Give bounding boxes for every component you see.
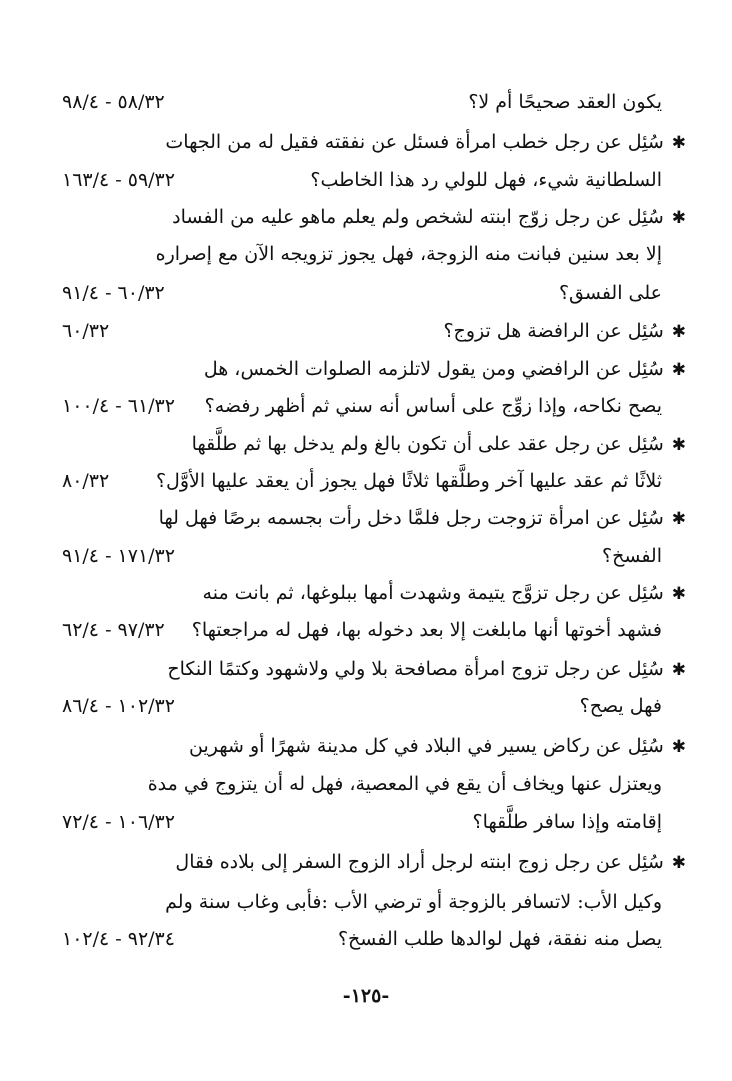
reference-citation: ٦٠/٣٢ bbox=[62, 320, 110, 342]
text-line bbox=[0, 199, 732, 235]
reference-citation: ١٠٦/٣٢ - ٧٢/٤ bbox=[62, 811, 175, 833]
text-line bbox=[0, 236, 732, 272]
text-line bbox=[0, 766, 732, 802]
text-line bbox=[0, 575, 732, 611]
reference-citation: ٥٩/٣٢ - ١٦٣/٤ bbox=[62, 169, 175, 191]
reference-citation: ٦٠/٣٢ - ٩١/٤ bbox=[62, 282, 165, 304]
line-text bbox=[155, 236, 662, 272]
text-line bbox=[0, 426, 732, 462]
bullet-star-icon: ✱ bbox=[671, 509, 686, 529]
page-number: -١٢٥- bbox=[342, 985, 390, 1007]
line-content: سُئِل عن امرأة تزوجت رجل فلمَّا دخل رأت بجسمه برصًا فهل لها bbox=[158, 507, 664, 529]
line-content: سُئِل عن الرافضة هل تزوج؟ bbox=[443, 320, 664, 342]
line-text bbox=[192, 921, 662, 957]
text-line bbox=[0, 275, 732, 311]
line-content: يكون العقد صحيحًا أم لا؟ bbox=[468, 91, 662, 113]
line-text bbox=[167, 651, 686, 688]
line-content: إقامته وإذا سافر طلَّقها؟ bbox=[472, 811, 662, 833]
text-line bbox=[0, 538, 732, 574]
text-line bbox=[0, 884, 732, 920]
line-text bbox=[192, 538, 662, 574]
reference-citation: ٨٠/٣٢ bbox=[62, 470, 110, 492]
line-content: سُئِل عن رجل زوّج ابنته لشخص ولم يعلم ماهو عليه من الفساد bbox=[172, 206, 664, 228]
text-line bbox=[0, 463, 732, 499]
line-text bbox=[192, 612, 662, 648]
text-line bbox=[0, 500, 732, 536]
line-content: سُئِل عن رجل عقد على أن تكون بالغ ولم يدخل بها ثم طلَّقها bbox=[191, 433, 664, 455]
line-text bbox=[189, 728, 686, 765]
text-line bbox=[0, 688, 732, 724]
line-text bbox=[192, 275, 662, 311]
line-text bbox=[147, 766, 662, 802]
text-line bbox=[0, 612, 732, 648]
bullet-star-icon: ✱ bbox=[671, 660, 686, 680]
line-content: سُئِل عن رجل تزوج امرأة مصافحة بلا ولي ولاشهود وكتمًا النكاح bbox=[167, 658, 664, 680]
line-text bbox=[175, 844, 686, 881]
line-content: سُئِل عن ركاض يسير في البلاد في كل مدينة شهرًا أو شهرين bbox=[189, 735, 664, 757]
line-text bbox=[192, 313, 686, 350]
reference-citation: ٩٧/٣٢ - ٦٢/٤ bbox=[62, 619, 165, 641]
bullet-star-icon: ✱ bbox=[671, 435, 686, 455]
line-text bbox=[192, 162, 662, 198]
text-line bbox=[0, 804, 732, 840]
text-line bbox=[0, 844, 732, 880]
line-text bbox=[172, 199, 686, 236]
line-text bbox=[192, 575, 686, 612]
reference-citation: ١٧١/٣٢ - ٩١/٤ bbox=[62, 545, 175, 567]
line-content: على الفسق؟ bbox=[558, 282, 662, 304]
line-content: ويعتزل عنها ويخاف أن يقع في المعصية، فهل له أن يتزوج في مدة bbox=[147, 773, 662, 795]
text-line bbox=[0, 921, 732, 957]
bullet-star-icon: ✱ bbox=[671, 737, 686, 757]
reference-citation: ٥٨/٣٢ - ٩٨/٤ bbox=[62, 91, 165, 113]
text-line bbox=[0, 84, 732, 120]
text-line bbox=[0, 651, 732, 687]
bullet-star-icon: ✱ bbox=[671, 208, 686, 228]
line-content: فهل يصح؟ bbox=[579, 695, 662, 717]
line-content: يصل منه نفقة، فهل لوالدها طلب الفسخ؟ bbox=[337, 928, 662, 950]
line-text bbox=[165, 124, 686, 161]
line-text bbox=[192, 688, 662, 724]
line-content: إلا بعد سنين فبانت منه الزوجة، فهل يجوز تزويجه الآن مع إصراره bbox=[155, 243, 662, 265]
line-content: ثلاثًا ثم عقد عليها آخر وطلَّقها ثلاثًا فهل يجوز أن يعقد عليها الأوَّل؟ bbox=[155, 470, 662, 492]
line-content: السلطانية شيء، فهل للولي رد هذا الخاطب؟ bbox=[310, 169, 662, 191]
line-text bbox=[155, 463, 662, 499]
text-line bbox=[0, 124, 732, 160]
bullet-star-icon: ✱ bbox=[671, 133, 686, 153]
bullet-star-icon: ✱ bbox=[671, 584, 686, 604]
text-line bbox=[0, 351, 732, 387]
line-text bbox=[192, 351, 686, 388]
line-content: سُئِل عن رجل تزوَّج يتيمة وشهدت أمها ببلوغها، ثم بانت منه bbox=[202, 582, 664, 604]
line-text bbox=[192, 426, 686, 463]
line-content: الفسخ؟ bbox=[602, 545, 662, 567]
line-content: فشهد أخوتها أنها مابلغت إلا بعد دخوله بها، فهل له مراجعتها؟ bbox=[191, 619, 662, 641]
line-content: سُئِل عن رجل زوج ابنته لرجل أراد الزوج السفر إلى بلاده فقال bbox=[175, 851, 664, 873]
text-line bbox=[0, 728, 732, 764]
bullet-star-icon: ✱ bbox=[671, 360, 686, 380]
line-text bbox=[158, 500, 686, 537]
line-content: يصح نكاحه، وإذا زوِّج على أساس أنه سني ثم أظهر رفضه؟ bbox=[204, 395, 662, 417]
bullet-star-icon: ✱ bbox=[671, 853, 686, 873]
line-text bbox=[192, 388, 662, 424]
text-line bbox=[0, 388, 732, 424]
line-content: سُئِل عن الرافضي ومن يقول لاتلزمه الصلوات الخمس، هل bbox=[203, 358, 664, 380]
text-line bbox=[0, 162, 732, 198]
line-text bbox=[192, 804, 662, 840]
line-text bbox=[165, 884, 662, 920]
reference-citation: ٩٢/٣٤ - ١٠٢/٤ bbox=[62, 928, 175, 950]
reference-citation: ٦١/٣٢ - ١٠٠/٤ bbox=[62, 395, 175, 417]
text-line bbox=[0, 313, 732, 349]
line-content: وكيل الأب: لاتسافر بالزوجة أو ترضي الأب :فأبى وغاب سنة ولم bbox=[165, 891, 662, 913]
reference-citation: ١٠٢/٣٢ - ٨٦/٤ bbox=[62, 695, 175, 717]
line-content: سُئِل عن رجل خطب امرأة فسئل عن نفقته فقيل له من الجهات bbox=[165, 131, 664, 153]
line-text bbox=[192, 84, 662, 120]
bullet-star-icon: ✱ bbox=[671, 322, 686, 342]
